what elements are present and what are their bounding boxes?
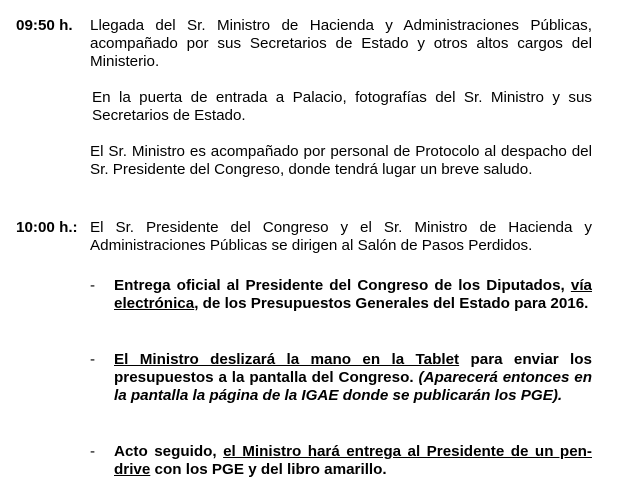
list-item-text [114,443,592,479]
paragraph: Llegada del Sr. Ministro de Hacienda y Administraciones Públicas, acompañado por sus Secretarios de Estado y otros altos cargos del Ministerio. [90,17,592,70]
entry-time: 09:50 h. [16,17,73,34]
dash-marker: - [90,351,96,368]
item-text-italic: (Aparecerá entonces en la pantalla la página de la IGAE donde se publicarán los PGE). [114,369,592,404]
item-text-part: para enviar los presupuestos a la pantalla del Congreso. [114,351,592,386]
entry-body [90,17,592,179]
dash-marker: - [90,277,96,294]
list-item-text [114,277,592,313]
item-text-part: , de los Presupuestos Generales del Estado para 2016. [194,295,589,312]
item-text-underlined: vía electrónica [114,277,592,312]
paragraph: En la puerta de entrada a Palacio, fotografías del Sr. Ministro y sus Secretarios de Estado. [92,89,592,124]
list-item-text [114,351,592,405]
paragraph: El Sr. Ministro es acompañado por personal de Protocolo al despacho del Sr. Presidente del Congreso, donde tendrá lugar un breve saludo. [90,143,592,178]
item-text-underlined: el Ministro hará entrega al Presidente de un pen-drive [114,443,592,478]
paragraph: El Sr. Presidente del Congreso y el Sr. Ministro de Hacienda y Administraciones Públicas se dirigen al Salón de Pasos Perdidos. [90,219,592,254]
dash-marker: - [90,443,96,460]
item-text-part: con los PGE y del libro amarillo. [150,461,387,478]
entry-body [90,219,592,255]
entry-time: 10:00 h.: [16,219,78,236]
item-text-part: Entrega oficial al Presidente del Congreso de los Diputados, [114,277,571,294]
item-text-part: Acto seguido, [114,443,224,460]
item-text-underlined: El Ministro deslizará la mano en la Tablet [114,351,460,368]
